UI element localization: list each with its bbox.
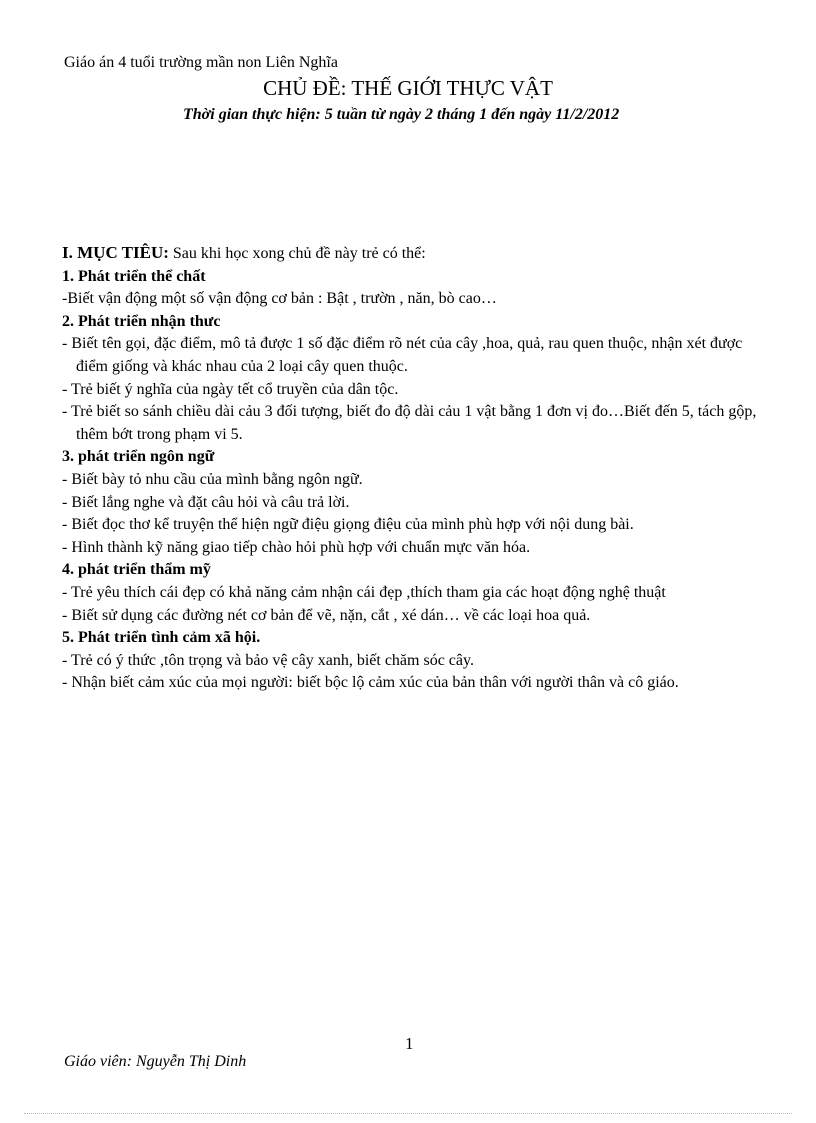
section-item: - Biết lắng nghe và đặt câu hỏi và câu trả lời. bbox=[62, 493, 350, 511]
section-item: - Trẻ yêu thích cái đẹp có khả năng cảm nhận cái đẹp ,thích tham gia các hoạt động nghệ thuật bbox=[62, 583, 666, 601]
objective-label: I. MỤC TIÊU: bbox=[62, 243, 169, 262]
footer-divider bbox=[24, 1113, 792, 1114]
document-subtitle: Thời gian thực hiện: 5 tuần từ ngày 2 tháng 1 đến ngày 11/2/2012 bbox=[183, 106, 620, 123]
section-heading-language: 3. phát triển ngôn ngữ bbox=[62, 448, 215, 466]
document-title: CHỦ ĐỀ: THẾ GIỚI THỰC VẬT bbox=[263, 76, 553, 100]
objective-line bbox=[62, 242, 762, 266]
section-item: - Trẻ biết ý nghĩa của ngày tết cổ truyền của dân tộc. bbox=[62, 380, 399, 398]
section-item: - Trẻ có ý thức ,tôn trọng và bảo vệ cây xanh, biết chăm sóc cây. bbox=[62, 651, 474, 669]
section-item: - Trẻ biết so sánh chiều dài cảu 3 đối tượng, biết đo độ dài cảu 1 vật bằng 1 đơn vị đo…Biết đến 5, tách gộp, thêm bớt trong phạm vi 5. bbox=[62, 403, 757, 443]
page-number: 1 bbox=[405, 1034, 414, 1053]
header-note: Giáo án 4 tuổi trường mần non Liên Nghĩa bbox=[64, 54, 338, 71]
section-item: - Biết tên gọi, đặc điểm, mô tả được 1 số đặc điểm rõ nét của cây ,hoa, quả, rau quen thuộc, nhận xét được điểm giống và khác nhau của 2 loại cây quen thuộc. bbox=[62, 335, 743, 375]
section-heading-cognitive: 2. Phát triển nhận thưc bbox=[62, 312, 221, 330]
document-body bbox=[62, 242, 762, 695]
section-item: - Biết đọc thơ kể truyện thể hiện ngữ điệu giọng điệu của mình phù hợp với nội dung bài. bbox=[62, 516, 634, 534]
section-item: - Biết bày tỏ nhu cầu của mình bằng ngôn ngữ. bbox=[62, 470, 363, 488]
section-heading-social: 5. Phát triển tình cảm xã hội. bbox=[62, 629, 261, 647]
section-item: - Biết sử dụng các đường nét cơ bản để vẽ, nặn, cắt , xé dán… về các loại hoa quả. bbox=[62, 606, 591, 624]
section-item: - Nhận biết cảm xúc của mọi người: biết bộc lộ cảm xúc của bản thân với người thân và cô giáo. bbox=[62, 674, 679, 692]
section-item: -Biết vận động một số vận động cơ bản : Bật , trườn , năn, bò cao… bbox=[62, 290, 497, 308]
section-heading-physical: 1. Phát triển thể chất bbox=[62, 267, 206, 285]
section-heading-aesthetic: 4. phát triển thẩm mỹ bbox=[62, 561, 211, 579]
objective-text: Sau khi học xong chủ đề này trẻ có thể: bbox=[168, 245, 426, 262]
section-item: - Hình thành kỹ năng giao tiếp chào hỏi phù hợp với chuẩn mực văn hóa. bbox=[62, 538, 531, 556]
teacher-footer: Giáo viên: Nguyễn Thị Dinh bbox=[64, 1053, 247, 1070]
